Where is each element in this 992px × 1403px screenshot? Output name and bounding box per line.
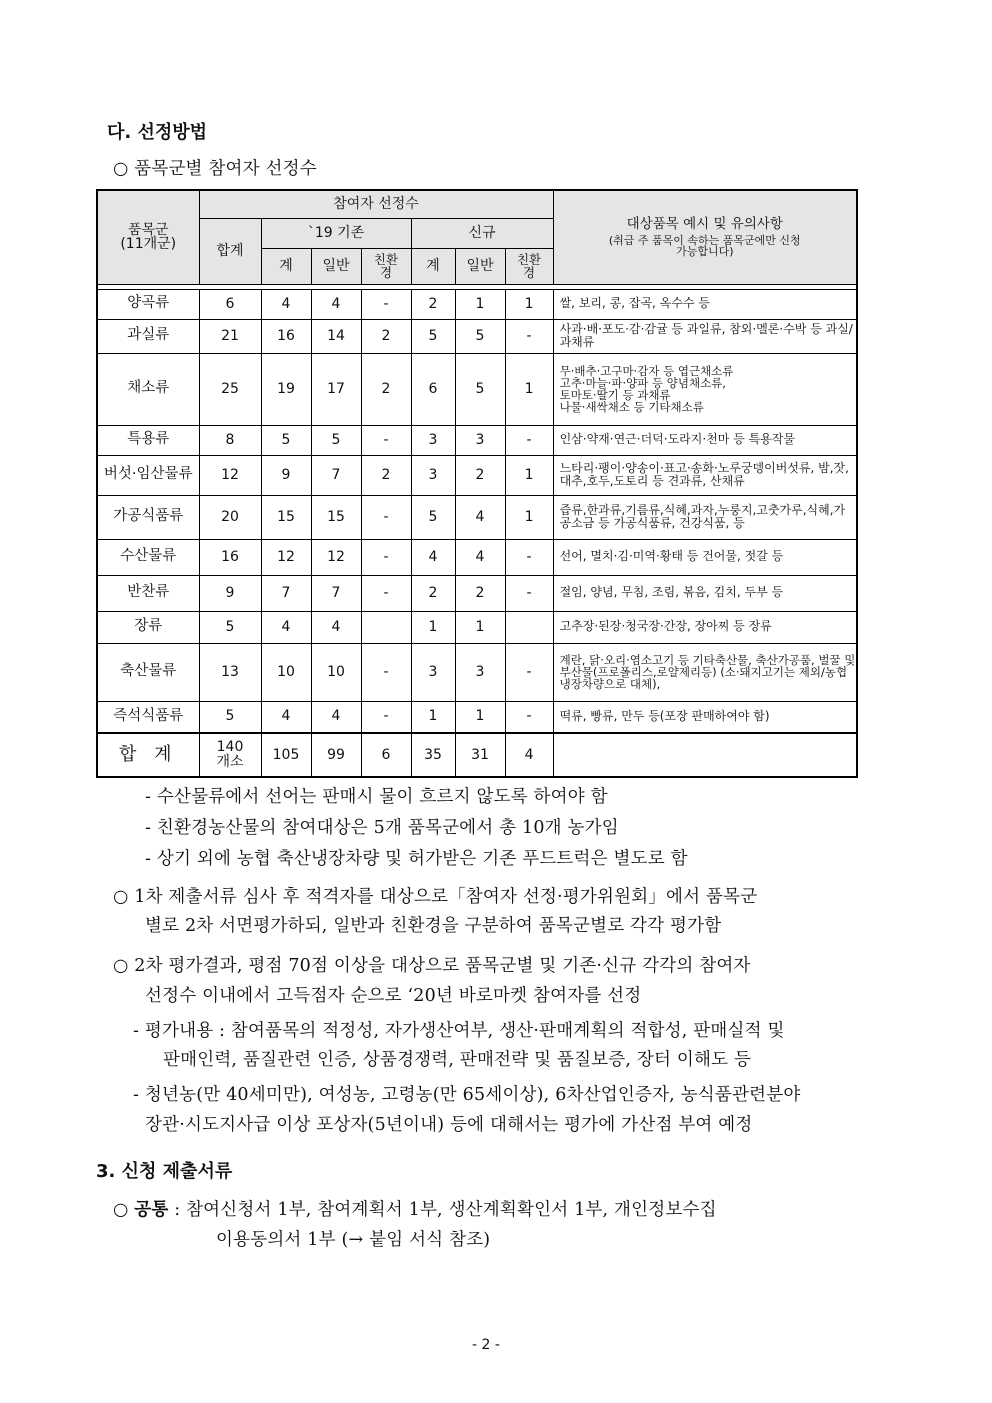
sum-new-general: 31 xyxy=(455,733,505,777)
cell-new-eco: 1 xyxy=(505,455,553,495)
para2-line2: 선정수 이내에서 고득점자 순으로 ‘20년 바로마켓 참여자를 선정 xyxy=(145,986,642,1006)
header-new-total: 계 xyxy=(411,248,455,284)
cell-notes: 사과·배·포도·감·감귤 등 과일류, 참외·멜론·수박 등 과실/과채류 xyxy=(553,319,857,353)
header-group: 품목군 (11개군) xyxy=(97,190,199,284)
table-row xyxy=(97,425,857,455)
cell-total: 21 xyxy=(199,319,261,353)
header-existing: `19 기존 xyxy=(261,218,411,248)
header-new-general: 일반 xyxy=(455,248,505,284)
header-new-eco: 친환경 xyxy=(505,248,553,284)
cell-total: 5 xyxy=(199,611,261,643)
cell-ex-total: 12 xyxy=(261,539,311,575)
cell-total: 9 xyxy=(199,575,261,611)
cell-new-eco: 1 xyxy=(505,495,553,539)
cell-new-eco: - xyxy=(505,319,553,353)
circle-bullet: ○ xyxy=(113,1200,135,1220)
cell-group: 채소류 xyxy=(97,353,199,425)
cell-ex-total: 19 xyxy=(261,353,311,425)
cell-total: 5 xyxy=(199,701,261,733)
common-label: 공통 xyxy=(134,1200,169,1220)
cell-new-total: 6 xyxy=(411,353,455,425)
cell-new-total: 4 xyxy=(411,539,455,575)
cell-new-total: 3 xyxy=(411,455,455,495)
sum-ex-eco: 6 xyxy=(361,733,411,777)
bonus-line2: 장관·시도지사급 이상 포상자(5년이내) 등에 대해서는 평가에 가산점 부여 예정 xyxy=(145,1115,753,1135)
table-row xyxy=(97,289,857,319)
para2-line1: ○ 2차 평가결과, 평점 70점 이상을 대상으로 품목군별 및 기존·신규 각각의 참여자 xyxy=(113,956,751,976)
sum-new-eco: 4 xyxy=(505,733,553,777)
header-selection: 참여자 선정수 xyxy=(199,190,553,218)
cell-group: 즉석식품류 xyxy=(97,701,199,733)
cell-new-eco: 1 xyxy=(505,289,553,319)
cell-new-eco: - xyxy=(505,539,553,575)
note-eco: - 친환경농산물의 참여대상은 5개 품목군에서 총 10개 농가임 xyxy=(145,818,619,838)
cell-total: 20 xyxy=(199,495,261,539)
cell-ex-total: 16 xyxy=(261,319,311,353)
cell-ex-eco: - xyxy=(361,701,411,733)
cell-ex-general: 4 xyxy=(311,611,361,643)
table-row xyxy=(97,701,857,733)
table-row xyxy=(97,455,857,495)
cell-ex-eco: 2 xyxy=(361,319,411,353)
cell-new-total: 2 xyxy=(411,575,455,611)
header-ex-general: 일반 xyxy=(311,248,361,284)
sum-notes xyxy=(553,733,857,777)
cell-ex-general: 5 xyxy=(311,425,361,455)
cell-group: 특용류 xyxy=(97,425,199,455)
cell-new-total: 5 xyxy=(411,319,455,353)
cell-new-eco: - xyxy=(505,643,553,701)
table-row xyxy=(97,539,857,575)
cell-notes: 선어, 멸치·김·미역·황태 등 건어물, 젓갈 등 xyxy=(553,539,857,575)
cell-new-general: 5 xyxy=(455,319,505,353)
cell-ex-total: 4 xyxy=(261,611,311,643)
cell-group: 과실류 xyxy=(97,319,199,353)
note-fish: - 수산물류에서 선어는 판매시 물이 흐르지 않도록 하여야 함 xyxy=(145,787,608,807)
cell-notes: 떡류, 빵류, 만두 등(포장 판매하여야 함) xyxy=(553,701,857,733)
cell-group: 가공식품류 xyxy=(97,495,199,539)
selection-table xyxy=(96,189,858,778)
cell-total: 6 xyxy=(199,289,261,319)
header-ex-eco: 친환경 xyxy=(361,248,411,284)
cell-notes: 즙류,한과류,기름류,식혜,과자,누룽지,고춧가루,식혜,가공소금 등 가공식품류, 건강식품, 등 xyxy=(553,495,857,539)
cell-new-total: 3 xyxy=(411,425,455,455)
cell-total: 25 xyxy=(199,353,261,425)
cell-ex-general: 4 xyxy=(311,701,361,733)
sum-new-total: 35 xyxy=(411,733,455,777)
cell-ex-eco: - xyxy=(361,289,411,319)
eval-line1: - 평가내용 : 참여품목의 적정성, 자가생산여부, 생산·판매계획의 적합성, 판매실적 및 xyxy=(133,1021,785,1041)
section3-heading: 3. 신청 제출서류 xyxy=(96,1161,233,1182)
cell-notes: 쌀, 보리, 콩, 잡곡, 옥수수 등 xyxy=(553,289,857,319)
header-notes: 대상품목 예시 및 유의사항 (취급 주 품목이 속하는 품목군에만 신청가능합니다) xyxy=(553,190,857,284)
common-line2: 이용동의서 1부 (→ 붙임 서식 참조) xyxy=(216,1230,491,1250)
cell-ex-total: 4 xyxy=(261,701,311,733)
table-row xyxy=(97,611,857,643)
cell-ex-eco: - xyxy=(361,539,411,575)
header-ex-total: 계 xyxy=(261,248,311,284)
cell-new-general: 3 xyxy=(455,643,505,701)
table-row xyxy=(97,319,857,353)
cell-ex-general: 17 xyxy=(311,353,361,425)
cell-new-general: 2 xyxy=(455,455,505,495)
cell-new-eco xyxy=(505,611,553,643)
cell-ex-total: 10 xyxy=(261,643,311,701)
table-row xyxy=(97,643,857,701)
cell-ex-general: 4 xyxy=(311,289,361,319)
cell-new-general: 4 xyxy=(455,539,505,575)
subheading: ○ 품목군별 참여자 선정수 xyxy=(113,159,317,179)
cell-ex-eco: - xyxy=(361,643,411,701)
cell-new-total: 1 xyxy=(411,611,455,643)
cell-group: 반찬류 xyxy=(97,575,199,611)
section-heading: 다. 선정방법 xyxy=(107,122,208,143)
bonus-line1: - 청년농(만 40세미만), 여성농, 고령농(만 65세이상), 6차산업인증자, 농식품관련분야 xyxy=(133,1085,801,1105)
cell-new-general: 3 xyxy=(455,425,505,455)
table-row xyxy=(97,495,857,539)
cell-total: 16 xyxy=(199,539,261,575)
cell-ex-general: 7 xyxy=(311,455,361,495)
cell-new-eco: - xyxy=(505,425,553,455)
cell-new-general: 1 xyxy=(455,611,505,643)
cell-total: 13 xyxy=(199,643,261,701)
cell-new-eco: - xyxy=(505,575,553,611)
cell-total: 8 xyxy=(199,425,261,455)
para1-line1: ○ 1차 제출서류 심사 후 적격자를 대상으로「참여자 선정·평가위원회」에서 품목군 xyxy=(113,887,758,907)
eval-line2: 판매인력, 품질관련 인증, 상품경쟁력, 판매전략 및 품질보증, 장터 이해도 등 xyxy=(163,1050,752,1070)
cell-ex-general: 14 xyxy=(311,319,361,353)
cell-notes: 고추장·된장·청국장·간장, 장아찌 등 장류 xyxy=(553,611,857,643)
cell-group: 버섯·임산물류 xyxy=(97,455,199,495)
cell-new-general: 1 xyxy=(455,701,505,733)
cell-new-general: 4 xyxy=(455,495,505,539)
common-text: : 참여신청서 1부, 참여계획서 1부, 생산계획확인서 1부, 개인정보수집 xyxy=(174,1200,717,1220)
sum-total: 140 개소 xyxy=(199,733,261,777)
cell-ex-general: 10 xyxy=(311,643,361,701)
cell-ex-eco: - xyxy=(361,495,411,539)
cell-ex-eco xyxy=(361,611,411,643)
cell-group: 장류 xyxy=(97,611,199,643)
cell-group: 수산물류 xyxy=(97,539,199,575)
table-row xyxy=(97,575,857,611)
cell-ex-total: 15 xyxy=(261,495,311,539)
cell-total: 12 xyxy=(199,455,261,495)
cell-group: 양곡류 xyxy=(97,289,199,319)
cell-notes: 계란, 닭·오리·염소고기 등 기타축산물, 축산가공품, 벌꿀 및 부산물(프로폴리스,로얄제리등) (소·돼지고기는 제외/농협냉장차량으로 대체), xyxy=(553,643,857,701)
cell-notes: 인삼·약재·연근·더덕·도라지·천마 등 특용작물 xyxy=(553,425,857,455)
cell-new-general: 5 xyxy=(455,353,505,425)
note-foodtruck: - 상기 외에 농협 축산냉장차량 및 허가받은 기존 푸드트럭은 별도로 함 xyxy=(145,849,688,869)
cell-new-total: 2 xyxy=(411,289,455,319)
cell-ex-total: 7 xyxy=(261,575,311,611)
sum-ex-total: 105 xyxy=(261,733,311,777)
cell-new-eco: 1 xyxy=(505,353,553,425)
cell-ex-eco: 2 xyxy=(361,353,411,425)
cell-new-general: 1 xyxy=(455,289,505,319)
cell-notes: 무·배추·고구마·감자 등 엽근채소류 고추·마늘·파·양파 등 양념채소류, 토마토·딸기 등 과채류 나물·새싹채소 등 기타채소류 xyxy=(553,353,857,425)
page-number: - 2 - xyxy=(472,1337,500,1353)
sum-ex-general: 99 xyxy=(311,733,361,777)
cell-ex-general: 7 xyxy=(311,575,361,611)
sum-row xyxy=(97,733,857,777)
cell-new-total: 1 xyxy=(411,701,455,733)
cell-new-eco: - xyxy=(505,701,553,733)
cell-ex-eco: - xyxy=(361,425,411,455)
cell-ex-general: 12 xyxy=(311,539,361,575)
cell-new-general: 2 xyxy=(455,575,505,611)
cell-ex-eco: - xyxy=(361,575,411,611)
cell-new-total: 5 xyxy=(411,495,455,539)
common-line1 xyxy=(113,1196,717,1221)
cell-ex-eco: 2 xyxy=(361,455,411,495)
cell-ex-total: 5 xyxy=(261,425,311,455)
cell-notes: 절임, 양념, 무침, 조림, 볶음, 김치, 두부 등 xyxy=(553,575,857,611)
header-total: 합계 xyxy=(199,218,261,284)
cell-ex-total: 9 xyxy=(261,455,311,495)
cell-group: 축산물류 xyxy=(97,643,199,701)
cell-notes: 느타리·팽이·양송이·표고·송화·노루궁뎅이버섯류, 밤,잣,대추,호두,도토리 등 견과류, 산채류 xyxy=(553,455,857,495)
para1-line2: 별로 2차 서면평가하되, 일반과 친환경을 구분하여 품목군별로 각각 평가함 xyxy=(145,916,722,936)
cell-ex-general: 15 xyxy=(311,495,361,539)
table-row xyxy=(97,353,857,425)
cell-ex-total: 4 xyxy=(261,289,311,319)
cell-new-total: 3 xyxy=(411,643,455,701)
header-new: 신규 xyxy=(411,218,553,248)
sum-label: 합 계 xyxy=(97,733,199,777)
